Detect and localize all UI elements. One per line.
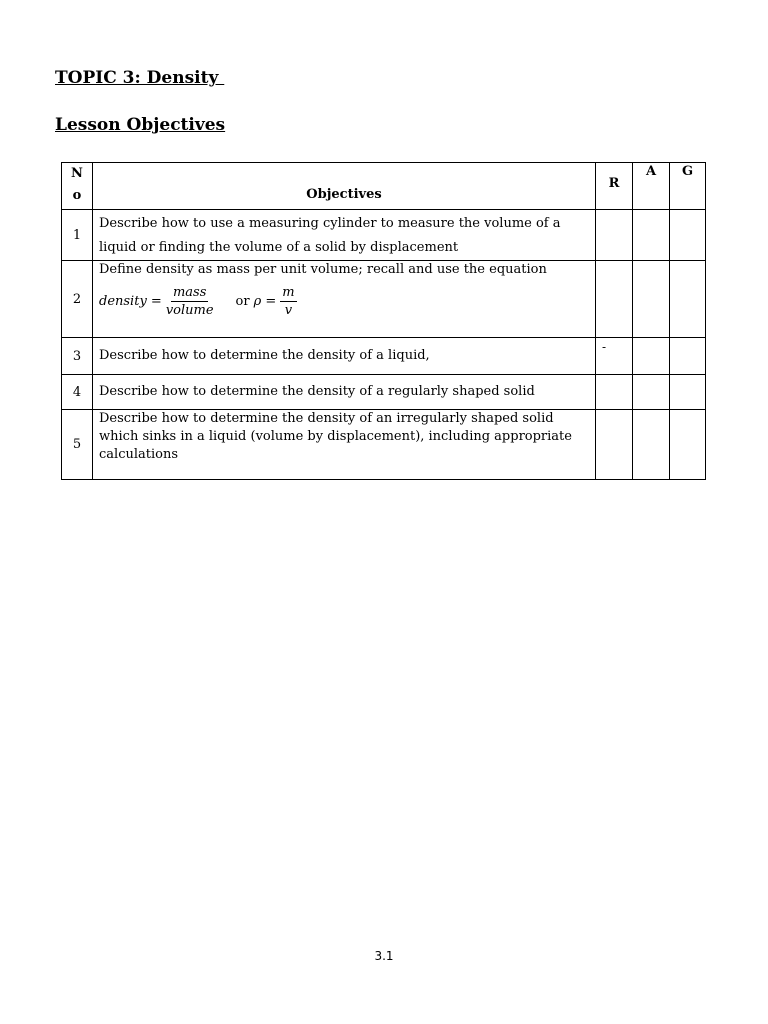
- g-cell[interactable]: [670, 410, 706, 480]
- row-number: 5: [62, 410, 93, 480]
- header-no: [62, 163, 93, 210]
- objective-cell: [93, 261, 596, 338]
- a-cell[interactable]: [633, 338, 670, 375]
- header-no-line1: N: [71, 166, 83, 181]
- table-row: [62, 410, 706, 480]
- topic-title: TOPIC 3: Density: [55, 68, 225, 88]
- objective-text: Describe how to use a measuring cylinder to measure the volume of a liquid or finding the volume of a solid by displacement: [93, 210, 596, 261]
- row-number: 3: [62, 338, 93, 375]
- table-row: [62, 375, 706, 410]
- objective-text: Describe how to determine the density of a regularly shaped solid: [93, 375, 596, 410]
- rho-numerator: m: [282, 285, 295, 300]
- section-heading: Lesson Objectives: [55, 115, 226, 135]
- m-v-fraction: [280, 285, 296, 318]
- r-cell[interactable]: [596, 410, 633, 480]
- equation-lhs: density =: [99, 293, 162, 309]
- a-cell[interactable]: [633, 210, 670, 261]
- table-header-row: [62, 163, 706, 210]
- table-row: [62, 210, 706, 261]
- mass-volume-fraction: [166, 285, 214, 318]
- objective-text: Define density as mass per unit volume; recall and use the equation: [99, 262, 547, 277]
- row-number: 4: [62, 375, 93, 410]
- header-objectives: Objectives: [93, 163, 596, 210]
- row-number: 2: [62, 261, 93, 338]
- a-cell[interactable]: [633, 375, 670, 410]
- table-row: [62, 261, 706, 338]
- table-row: [62, 338, 706, 375]
- density-equation: [99, 285, 589, 318]
- header-r: R: [596, 163, 633, 210]
- header-no-line2: o: [72, 188, 82, 203]
- a-cell[interactable]: [633, 410, 670, 480]
- fraction-denominator: volume: [165, 303, 214, 318]
- equation-or: or: [235, 293, 250, 309]
- g-cell[interactable]: [670, 261, 706, 338]
- objectives-table: [61, 162, 706, 480]
- objective-text: Describe how to determine the density of an irregularly shaped solid which sinks in a liquid (volume by displacement), including appropriate calculations: [93, 410, 596, 480]
- g-cell[interactable]: [670, 210, 706, 261]
- row-number: 1: [62, 210, 93, 261]
- objective-text: Describe how to determine the density of a liquid,: [93, 338, 596, 375]
- g-cell[interactable]: [670, 338, 706, 375]
- r-cell[interactable]: [596, 261, 633, 338]
- page-number: 3.1: [374, 949, 394, 963]
- fraction-numerator: mass: [172, 285, 207, 300]
- r-cell[interactable]: [596, 210, 633, 261]
- r-cell[interactable]: -: [596, 338, 633, 375]
- header-a: A: [633, 163, 670, 210]
- r-cell[interactable]: [596, 375, 633, 410]
- rho-lhs: ρ =: [253, 293, 277, 309]
- header-g: G: [670, 163, 706, 210]
- a-cell[interactable]: [633, 261, 670, 338]
- g-cell[interactable]: [670, 375, 706, 410]
- rho-denominator: v: [284, 303, 293, 318]
